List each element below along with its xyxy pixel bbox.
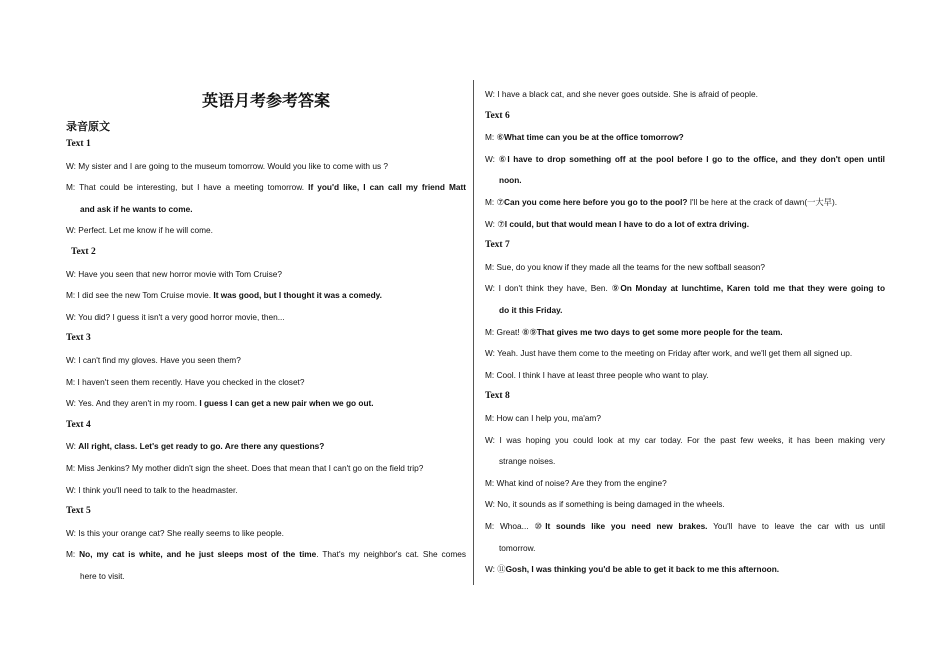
dialogue-text: . That's my neighbor's cat. She comes — [316, 549, 466, 560]
dialogue-text: W: No, it sounds as if something is being damaged in the wheels. — [485, 499, 725, 510]
text-heading: Text 4 — [66, 419, 91, 430]
dialogue-line — [66, 312, 466, 323]
dialogue-line — [485, 132, 885, 143]
dialogue-line — [485, 305, 885, 316]
dialogue-line — [66, 485, 466, 496]
dialogue-text: M: Great! ⑧⑨ — [485, 326, 537, 337]
dialogue-line — [485, 456, 885, 467]
dialogue-text: W: My sister and I are going to the museum tomorrow. Would you like to come with us ? — [66, 160, 389, 171]
text-heading: Text 7 — [485, 240, 510, 251]
dialogue-line — [485, 499, 885, 510]
dialogue-line — [66, 528, 466, 539]
dialogue-text: M: That could be interesting, but I have a meeting tomorrow. — [66, 182, 309, 193]
answer-text: If you'd like, I can call my friend Matt — [308, 182, 466, 193]
dialogue-line — [66, 182, 466, 193]
dialogue-text: W: You did? I guess it isn't a very good horror movie, then... — [66, 311, 285, 322]
answer-text: All right, class. Let's get ready to go. Are there any questions? — [78, 441, 325, 452]
dialogue-text: M: Sue, do you know if they made all the teams for the new softball season? — [485, 261, 765, 272]
dialogue-text: M: I did see the new Tom Cruise movie. — [66, 290, 214, 301]
dialogue-text: M: ⑥ — [485, 132, 504, 143]
dialogue-text: W: Is this your orange cat? She really seems to like people. — [66, 527, 284, 538]
dialogue-text: W: I was hoping you could look at my car today. For the past few weeks, it has been making very — [485, 434, 885, 445]
dialogue-line — [485, 348, 885, 359]
dialogue-line — [66, 463, 466, 474]
dialogue-line — [485, 564, 885, 575]
dialogue-line — [485, 283, 885, 294]
dialogue-text: M: How can I help you, ma'am? — [485, 413, 601, 423]
dialogue-line — [485, 543, 885, 554]
answer-text: I have to drop something off at the pool before I go to the office, and they don't open until — [507, 153, 885, 164]
answer-text: It was good, but I thought it was a comedy. — [213, 290, 382, 301]
section-subtitle: 录音原文 — [66, 120, 110, 133]
column-divider — [473, 80, 474, 585]
answer-text: and ask if he wants to come. — [80, 203, 193, 214]
dialogue-text: W: Yes. And they aren't in my room. — [66, 398, 200, 409]
answer-text: On Monday at lunchtime, Karen told me that they were going to — [620, 283, 886, 294]
dialogue-line — [485, 370, 885, 381]
dialogue-text: M: Cool. I think I have at least three people who want to play. — [485, 369, 709, 380]
answer-text: Can you come here before you go to the pool? — [503, 197, 688, 207]
dialogue-text: here to visit. — [80, 571, 125, 581]
answer-text: I could, but that would mean I have to do a lot of extra driving. — [504, 218, 750, 229]
dialogue-text: M: ⑦ — [485, 197, 504, 207]
dialogue-line — [66, 377, 466, 388]
dialogue-line — [485, 435, 885, 446]
dialogue-text: M: Miss Jenkins? My mother didn't sign the sheet. Does that mean that I can't go on the field trip? — [66, 463, 424, 473]
dialogue-line — [66, 161, 466, 172]
dialogue-text: W: I have a black cat, and she never goes outside. She is afraid of people. — [485, 89, 758, 99]
dialogue-line — [485, 262, 885, 273]
dialogue-line — [485, 327, 885, 338]
dialogue-text: M: I haven't seen them recently. Have you checked in the closet? — [66, 376, 305, 387]
answer-text: It sounds like you need new brakes. — [545, 521, 708, 531]
dialogue-text: I'll be here at the crack of dawn(一大早). — [687, 197, 838, 207]
dialogue-text: M: Whoa... ⑩ — [485, 521, 546, 531]
dialogue-line — [66, 225, 466, 236]
dialogue-line — [66, 398, 466, 409]
dialogue-text: strange noises. — [499, 456, 556, 467]
page-title: 英语月考参考答案 — [201, 91, 330, 110]
dialogue-text: W: Perfect. Let me know if he will come. — [66, 225, 213, 236]
dialogue-line — [485, 154, 885, 165]
dialogue-text: W: ⑥ — [485, 153, 508, 164]
dialogue-text: You'll have to leave the car with us until — [707, 521, 885, 531]
dialogue-text: M: What kind of noise? Are they from the engine? — [485, 477, 667, 488]
answer-text: That gives me two days to get some more people for the team. — [536, 326, 783, 337]
dialogue-line — [66, 269, 466, 280]
dialogue-text: W: — [66, 441, 79, 452]
text-heading: Text 3 — [66, 333, 91, 344]
text-heading: Text 1 — [66, 139, 91, 149]
dialogue-line — [485, 197, 885, 208]
text-heading: Text 5 — [66, 506, 91, 517]
dialogue-text: W: ⑦ — [485, 218, 505, 229]
dialogue-line — [66, 355, 466, 366]
text-heading: Text 8 — [485, 391, 510, 402]
dialogue-line — [66, 441, 466, 452]
answer-text: do it this Friday. — [499, 305, 563, 315]
text-heading: Text 6 — [485, 110, 510, 121]
dialogue-text: W: ⑪ — [485, 564, 506, 575]
dialogue-line — [66, 290, 466, 301]
dialogue-line — [66, 571, 466, 582]
dialogue-line — [66, 549, 466, 560]
dialogue-line — [485, 521, 885, 532]
text-heading: Text 2 — [71, 247, 96, 257]
dialogue-text: W: I can't find my gloves. Have you seen them? — [66, 355, 241, 365]
dialogue-line — [485, 413, 885, 424]
answer-text: I guess I can get a new pair when we go out. — [199, 398, 374, 409]
dialogue-line — [485, 89, 885, 100]
dialogue-line — [485, 219, 885, 230]
answer-text: No, my cat is white, and he just sleeps most of the time — [79, 549, 317, 560]
dialogue-text: tomorrow. — [499, 542, 536, 553]
dialogue-line — [66, 204, 466, 215]
dialogue-text: W: Yeah. Just have them come to the meeting on Friday after work, and we'll get them all signed up. — [485, 348, 853, 359]
answer-text: Gosh, I was thinking you'd be able to get it back to me this afternoon. — [505, 564, 780, 575]
dialogue-text: W: Have you seen that new horror movie with Tom Cruise? — [66, 268, 282, 279]
dialogue-text: M: — [66, 549, 80, 560]
dialogue-line — [485, 175, 885, 186]
dialogue-line — [485, 478, 885, 489]
answer-text: What time can you be at the office tomorrow? — [503, 132, 684, 143]
answer-text: noon. — [499, 175, 522, 186]
dialogue-text: W: I think you'll need to talk to the headmaster. — [66, 484, 238, 495]
dialogue-text: W: I don't think they have, Ben. ⑨ — [485, 283, 621, 294]
